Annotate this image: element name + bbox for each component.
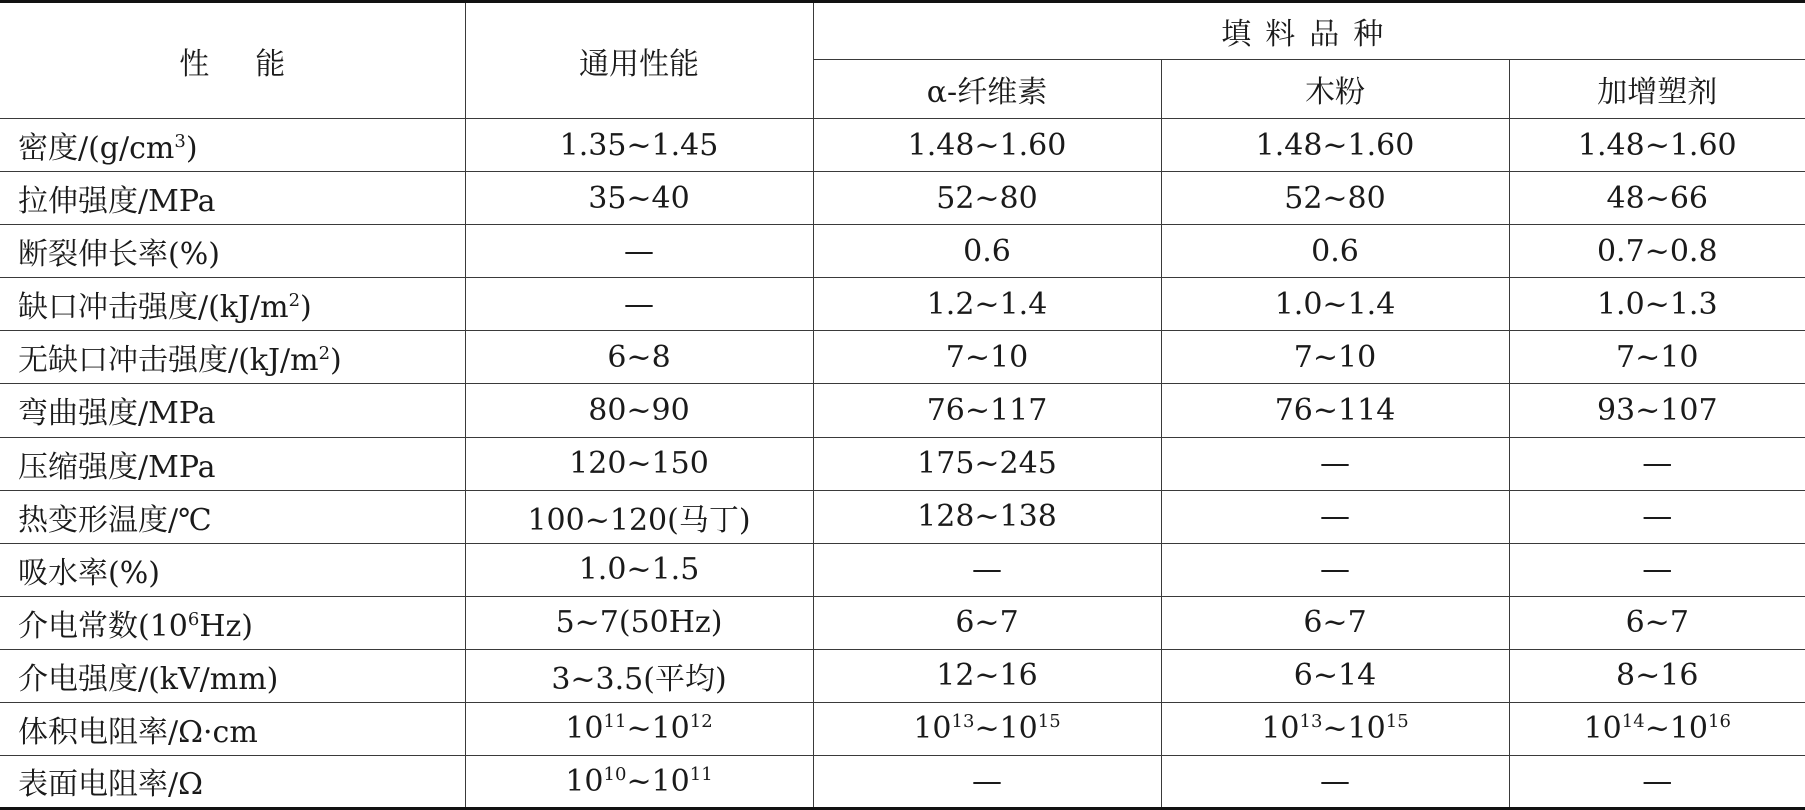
table-cell xyxy=(1161,649,1509,702)
text-segment: — xyxy=(1642,446,1673,482)
text-segment: 6~14 xyxy=(1293,658,1377,694)
text-segment: ~10 xyxy=(1644,711,1708,747)
text-segment: — xyxy=(972,552,1002,588)
text-segment: 52~80 xyxy=(936,180,1038,216)
superscript: 11 xyxy=(603,711,627,733)
table-cell xyxy=(1161,384,1509,437)
table-cell xyxy=(1161,225,1509,278)
table-cell xyxy=(465,649,813,702)
text-segment: 48~66 xyxy=(1606,180,1708,216)
text-segment: 1.48~1.60 xyxy=(1255,127,1415,163)
table-cell xyxy=(465,331,813,384)
table-cell xyxy=(813,702,1161,755)
text-segment: 5~7(50Hz) xyxy=(555,605,723,641)
table-row xyxy=(0,225,1805,278)
text-segment: 0.7~0.8 xyxy=(1596,233,1718,269)
text-segment: 1.48~1.60 xyxy=(1577,127,1737,163)
table-cell xyxy=(813,543,1161,596)
text-segment: — xyxy=(1320,552,1350,588)
table-cell xyxy=(465,278,813,331)
superscript: 2 xyxy=(318,343,331,365)
text-segment: 无缺口冲击强度/(kJ/m xyxy=(18,343,319,379)
table-row xyxy=(0,649,1805,702)
table-cell xyxy=(813,490,1161,543)
text-segment: 6~7 xyxy=(1303,605,1367,641)
table-cell xyxy=(813,437,1161,490)
superscript: 3 xyxy=(174,131,186,153)
text-segment: 介电常数(10 xyxy=(18,608,188,644)
table-cell xyxy=(1161,437,1509,490)
row-label xyxy=(0,384,465,437)
text-segment: 120~150 xyxy=(569,446,709,482)
text-segment: — xyxy=(972,763,1002,799)
table-cell xyxy=(813,755,1161,808)
text-segment: 介电强度/(kV/mm) xyxy=(18,661,279,697)
superscript: 2 xyxy=(288,290,301,312)
table-cell xyxy=(465,702,813,755)
superscript: 15 xyxy=(1385,711,1409,733)
text-segment: 密度/(g/cm xyxy=(18,131,175,167)
table-cell xyxy=(1509,649,1805,702)
superscript: 15 xyxy=(1037,711,1061,733)
table-cell xyxy=(1509,596,1805,649)
superscript: 10 xyxy=(603,763,627,785)
table-cell xyxy=(465,490,813,543)
text-segment: 1.0~1.5 xyxy=(578,552,700,588)
text-segment: 1.0~1.4 xyxy=(1274,286,1396,322)
text-segment: 10 xyxy=(565,763,604,799)
text-segment: 10 xyxy=(565,711,604,747)
row-label xyxy=(0,649,465,702)
table-row xyxy=(0,702,1805,755)
superscript: 6 xyxy=(187,608,200,630)
table-cell xyxy=(1509,702,1805,755)
row-label xyxy=(0,225,465,278)
header-filler-cellulose: α-纤维素 xyxy=(813,60,1161,119)
table-row xyxy=(0,755,1805,808)
header-property: 性能 xyxy=(0,2,465,119)
table-cell xyxy=(465,596,813,649)
text-segment: 80~90 xyxy=(588,392,690,428)
text-segment: 76~114 xyxy=(1274,392,1396,428)
table-cell xyxy=(1509,384,1805,437)
text-segment: 1.48~1.60 xyxy=(907,127,1067,163)
text-segment: 拉伸强度/MPa xyxy=(18,184,216,220)
superscript: 11 xyxy=(689,763,713,785)
text-segment: 35~40 xyxy=(588,180,690,216)
text-segment: Hz) xyxy=(199,608,254,644)
header-filler-group: 填料品种 xyxy=(813,2,1805,60)
text-segment: 体积电阻率/Ω·cm xyxy=(18,714,258,750)
row-label xyxy=(0,331,465,384)
table-cell xyxy=(1509,225,1805,278)
table-cell xyxy=(813,172,1161,225)
text-segment: 1.35~1.45 xyxy=(559,127,719,163)
text-segment: 压缩强度/MPa xyxy=(18,449,216,485)
table-cell xyxy=(465,119,813,172)
table-cell xyxy=(1161,702,1509,755)
text-segment: 7~10 xyxy=(945,339,1029,375)
text-segment: — xyxy=(1642,499,1673,535)
table-cell xyxy=(465,437,813,490)
text-segment: 12~16 xyxy=(936,658,1038,694)
text-segment: 100~120(马丁) xyxy=(527,502,751,538)
row-label xyxy=(0,490,465,543)
text-segment: 6~7 xyxy=(1625,605,1689,641)
superscript: 16 xyxy=(1708,711,1731,733)
table-cell xyxy=(1509,490,1805,543)
table-row xyxy=(0,278,1805,331)
text-segment: — xyxy=(1642,763,1673,799)
superscript: 14 xyxy=(1621,711,1645,733)
table-cell xyxy=(1509,331,1805,384)
text-segment: 1.2~1.4 xyxy=(926,286,1048,322)
header-filler-wood-flour: 木粉 xyxy=(1161,60,1509,119)
text-segment: 6~8 xyxy=(607,339,671,375)
table-cell xyxy=(813,649,1161,702)
row-label xyxy=(0,119,465,172)
text-segment: — xyxy=(1320,499,1350,535)
text-segment: — xyxy=(1642,552,1673,588)
text-segment: 10 xyxy=(913,711,952,747)
text-segment: ~10 xyxy=(626,711,690,747)
table-row xyxy=(0,172,1805,225)
row-label xyxy=(0,278,465,331)
table-cell xyxy=(1161,119,1509,172)
table-cell xyxy=(1509,172,1805,225)
table-cell xyxy=(813,331,1161,384)
text-segment: 6~7 xyxy=(955,605,1019,641)
header-general: 通用性能 xyxy=(465,2,813,119)
table-cell xyxy=(1509,755,1805,808)
table-cell xyxy=(465,755,813,808)
table-row xyxy=(0,384,1805,437)
text-segment: 10 xyxy=(1261,711,1300,747)
table-cell xyxy=(465,225,813,278)
table-cell xyxy=(1161,490,1509,543)
table-cell xyxy=(813,596,1161,649)
table-cell xyxy=(813,278,1161,331)
text-segment: 0.6 xyxy=(963,233,1011,269)
text-segment: 7~10 xyxy=(1616,339,1699,375)
table-cell xyxy=(1509,278,1805,331)
table-cell xyxy=(813,119,1161,172)
header-filler-plasticized: 加增塑剂 xyxy=(1509,60,1805,119)
text-segment: ) xyxy=(185,131,198,167)
text-segment: 175~245 xyxy=(917,446,1057,482)
table-cell xyxy=(813,384,1161,437)
row-label xyxy=(0,172,465,225)
table-cell xyxy=(1161,755,1509,808)
table-cell xyxy=(1509,437,1805,490)
table-cell xyxy=(1161,278,1509,331)
table-row xyxy=(0,437,1805,490)
text-segment: — xyxy=(624,233,654,269)
text-segment: — xyxy=(624,286,654,322)
row-label xyxy=(0,702,465,755)
text-segment: 弯曲强度/MPa xyxy=(18,396,216,432)
table-row xyxy=(0,596,1805,649)
table-cell xyxy=(1509,119,1805,172)
row-label xyxy=(0,543,465,596)
text-segment: 吸水率(%) xyxy=(18,555,160,591)
text-segment: 热变形温度/℃ xyxy=(18,502,212,538)
text-segment: — xyxy=(1320,446,1350,482)
text-segment: 3~3.5(平均) xyxy=(551,661,727,697)
table-cell xyxy=(1161,172,1509,225)
table-cell xyxy=(1161,596,1509,649)
text-segment: ) xyxy=(300,290,312,326)
text-segment: 10 xyxy=(1583,711,1622,747)
header-row-1 xyxy=(0,2,1805,60)
text-segment: 8~16 xyxy=(1616,658,1699,694)
text-segment: 断裂伸长率(%) xyxy=(18,237,220,273)
text-segment: 1.0~1.3 xyxy=(1596,286,1718,322)
table-row xyxy=(0,490,1805,543)
table-row xyxy=(0,331,1805,384)
superscript: 13 xyxy=(1299,711,1323,733)
table-cell xyxy=(465,384,813,437)
row-label xyxy=(0,596,465,649)
text-segment: 76~117 xyxy=(926,392,1048,428)
table-cell xyxy=(465,543,813,596)
text-segment: 52~80 xyxy=(1284,180,1386,216)
text-segment: 缺口冲击强度/(kJ/m xyxy=(18,290,289,326)
text-segment: 表面电阻率/Ω xyxy=(18,767,203,803)
table-cell xyxy=(1509,543,1805,596)
table-cell xyxy=(1161,331,1509,384)
table-row xyxy=(0,119,1805,172)
text-segment: 93~107 xyxy=(1596,392,1718,428)
superscript: 12 xyxy=(689,711,713,733)
row-label xyxy=(0,437,465,490)
superscript: 13 xyxy=(951,711,975,733)
text-segment: 0.6 xyxy=(1311,233,1359,269)
text-segment: 7~10 xyxy=(1293,339,1377,375)
text-segment: 128~138 xyxy=(917,499,1057,535)
text-segment: ) xyxy=(330,343,342,379)
text-segment: — xyxy=(1320,763,1350,799)
text-segment: ~10 xyxy=(626,763,690,799)
text-segment: ~10 xyxy=(974,711,1038,747)
text-segment: ~10 xyxy=(1322,711,1386,747)
row-label xyxy=(0,755,465,808)
table-cell xyxy=(813,225,1161,278)
table-cell xyxy=(1161,543,1509,596)
table-cell xyxy=(465,172,813,225)
table-row xyxy=(0,543,1805,596)
